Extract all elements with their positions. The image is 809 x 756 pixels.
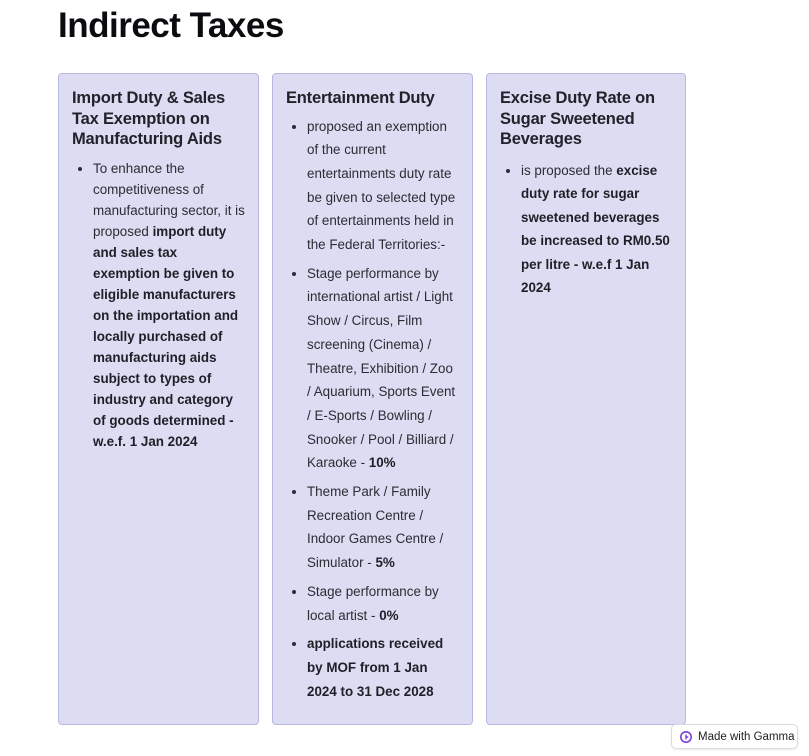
badge-label: Made with Gamma <box>698 730 795 743</box>
list-item <box>93 158 246 452</box>
bullet-list <box>286 115 460 704</box>
item-text: Stage performance by local artist - <box>307 583 439 623</box>
gamma-logo-icon <box>680 731 692 743</box>
card-excise-duty <box>486 73 686 725</box>
item-bold-text: applications received by MOF from 1 Jan 2024 to 31 Dec 2028 <box>307 636 444 699</box>
item-bold-text: 5% <box>375 555 395 571</box>
list-item <box>521 159 673 300</box>
list-item <box>307 262 460 475</box>
item-bold-text: import duty and sales tax exemption be given to eligible manufacturers on the importation and locally purchased of manufacturing aids subject to types of industry and category of goods determined - w.e.f. 1 Jan 2024 <box>93 223 239 449</box>
item-text: is proposed the <box>521 162 617 178</box>
list-item <box>307 480 460 575</box>
item-bold-text: 0% <box>379 607 399 623</box>
item-bold-text: 10% <box>368 455 396 471</box>
bullet-list <box>500 159 673 300</box>
list-item <box>307 115 460 257</box>
card-entertainment-duty <box>272 73 473 725</box>
card-import-duty <box>58 73 259 725</box>
list-item <box>307 580 460 627</box>
page-title: Indirect Taxes <box>58 6 284 45</box>
item-text: To enhance the competitiveness of manufacturing sector, it is proposed <box>93 160 245 239</box>
item-text: Stage performance by international artist / Light Show / Circus, Film screening (Cinema) / Theatre, Exhibition / Zoo / Aquarium, Sports Event / E-Sports / Bowling / Snooker / Pool / Billiard / Karaoke - <box>307 265 456 471</box>
card-title: Entertainment Duty <box>286 89 435 107</box>
item-bold-text: excise duty rate for sugar sweetened beverages be increased to RM0.50 per litre - w.e.f 1 Jan 2024 <box>521 162 670 295</box>
bullet-list <box>72 158 246 452</box>
item-text: Theme Park / Family Recreation Centre / Indoor Games Centre / Simulator - <box>307 484 444 571</box>
made-with-gamma-badge[interactable] <box>671 724 798 749</box>
card-title: Excise Duty Rate on Sugar Sweetened Beverages <box>500 89 655 148</box>
item-text: proposed an exemption of the current entertainments duty rate be given to selected type of entertainments held in the Federal Territories:- <box>307 118 456 253</box>
card-title: Import Duty & Sales Tax Exemption on Manufacturing Aids <box>72 89 225 148</box>
list-item <box>307 632 460 703</box>
